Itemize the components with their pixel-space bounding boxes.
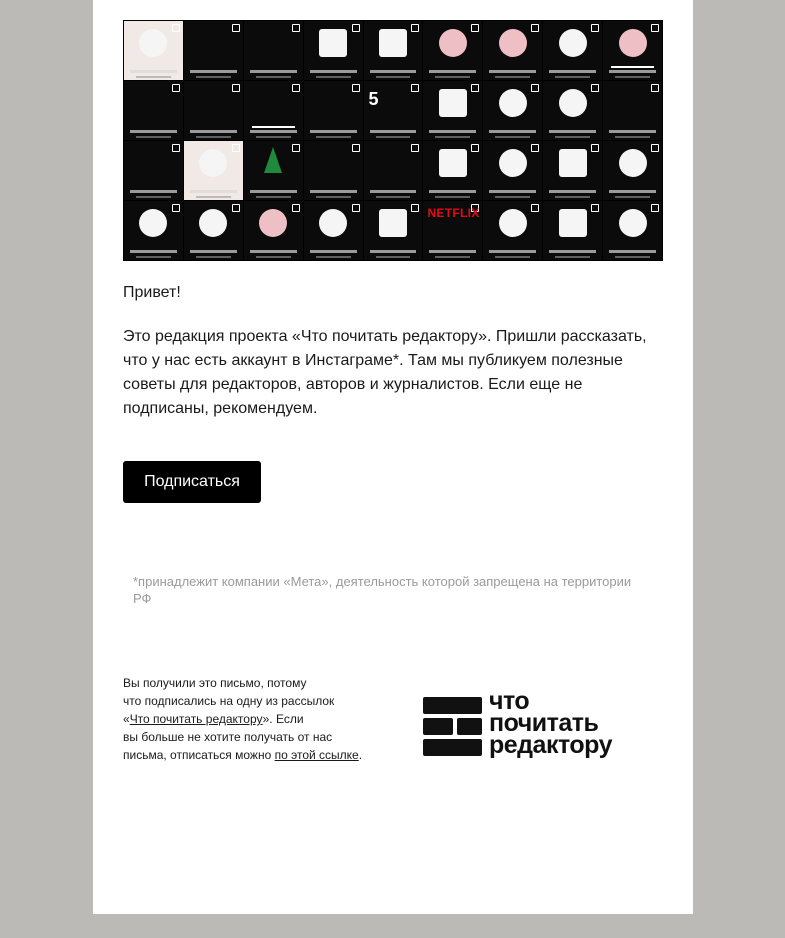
tile-illustration [559,149,587,177]
email-sheet [93,0,693,914]
preview-tile[interactable] [184,141,243,200]
preview-tile[interactable] [603,81,662,140]
tile-illustration [259,209,287,237]
preview-tile[interactable] [483,21,542,80]
tile-caption-line [316,196,351,198]
tile-caption-line [549,70,596,73]
preview-tile[interactable] [423,141,482,200]
tile-illustration [439,149,467,177]
tile-caption-line [549,130,596,133]
tile-caption-line [196,196,231,198]
tile-caption-line [376,76,411,78]
tile-caption-line [555,256,590,258]
preview-tile[interactable] [124,201,183,260]
tile-illustration [619,29,647,57]
multi-post-icon [591,84,599,92]
preview-tile[interactable] [304,201,363,260]
tile-caption-line [549,250,596,253]
multi-post-icon [292,24,300,32]
footer-text: ». Если [262,712,304,726]
tile-caption-line [250,250,297,253]
tile-illustration [499,89,527,117]
tile-caption-line [316,136,351,138]
preview-tile[interactable] [543,21,602,80]
tile-caption-line [136,256,171,258]
multi-post-icon [531,144,539,152]
preview-tile[interactable] [304,141,363,200]
tile-illustration [199,209,227,237]
multi-post-icon [232,84,240,92]
tile-caption-line [555,136,590,138]
tile-caption-line [615,76,650,78]
tile-illustration [559,89,587,117]
multi-post-icon [172,24,180,32]
tile-caption-line [615,136,650,138]
tile-caption-line [489,250,536,253]
tile-caption-line [256,256,291,258]
multi-post-icon [292,204,300,212]
tile-caption-line [250,130,297,133]
tile-caption-line [136,76,171,78]
tile-illustration [499,209,527,237]
tile-caption-line [256,76,291,78]
tile-caption-line [310,70,357,73]
tile-caption-line [376,256,411,258]
tile-caption-line [429,70,476,73]
newsletter-link[interactable]: Что почитать редактору [129,712,263,726]
footer-text: . [358,748,363,762]
tile-caption-line [190,250,237,253]
tile-caption-line [429,130,476,133]
tile-illustration [619,149,647,177]
tile-caption-line [555,196,590,198]
logo-line: почитать [489,709,599,737]
preview-tile[interactable] [543,141,602,200]
tile-caption-line [609,130,656,133]
tile-illustration [199,149,227,177]
multi-post-icon [292,144,300,152]
preview-tile[interactable] [244,141,303,200]
preview-tile[interactable] [483,141,542,200]
tile-caption-line [615,256,650,258]
tile-illustration [619,209,647,237]
tile-illustration [439,89,467,117]
tile-caption-line [370,250,417,253]
instagram-preview-grid[interactable] [123,20,663,261]
tile-caption-line [495,256,530,258]
tile-illustration [499,149,527,177]
footer-disclaimer [123,674,383,764]
tile-caption-line [310,250,357,253]
tile-caption-line [256,196,291,198]
tile-illustration [319,29,347,57]
multi-post-icon [352,84,360,92]
tile-caption-line [250,70,297,73]
multi-post-icon [352,24,360,32]
preview-tile[interactable] [124,21,183,80]
multi-post-icon [172,84,180,92]
tile-caption-line [316,76,351,78]
preview-tile[interactable] [364,141,423,200]
tile-illustration [379,209,407,237]
multi-post-icon [591,144,599,152]
tile-caption-line [435,136,470,138]
footer-line: Вы получили это письмо, потому [123,676,307,690]
multi-post-icon [471,24,479,32]
tile-caption-line [190,130,237,133]
tile-caption-line [130,70,177,73]
preview-tile[interactable] [304,21,363,80]
christmas-tree-icon [264,147,282,173]
footer-text: « [123,712,130,726]
greeting: Привет! [123,284,181,301]
preview-tile[interactable] [483,81,542,140]
preview-tile[interactable] [423,81,482,140]
preview-tile[interactable] [184,81,243,140]
tile-caption-line [370,130,417,133]
tile-caption-line [489,190,536,193]
tile-caption-line [435,76,470,78]
subscribe-button[interactable]: Подписаться [123,461,261,503]
tile-caption-line [130,190,177,193]
logo-bars-icon [423,697,482,760]
tile-caption-line [190,190,237,193]
multi-post-icon [411,84,419,92]
tile-caption-line [370,70,417,73]
tile-caption-line [429,190,476,193]
multi-post-icon [651,24,659,32]
tile-caption-line [196,136,231,138]
footer-text: письма, отписаться можно [123,748,275,762]
footer-line: вы больше не хотите получать от нас [123,730,333,744]
footer-line [123,746,383,764]
tile-caption-line [196,76,231,78]
tile-caption-line [130,130,177,133]
intro-text: Это редакция проекта «Что почитать редактору». Пришли рассказать, что у нас есть аккаунт в Инстаграме*. Там мы публикуем полезные советы для редакторов, авторов и журналистов. Если еще не подписаны, рекомендуем. [123,328,647,417]
tile-caption-line [609,70,656,73]
tile-caption-line [370,190,417,193]
tile-caption-line [136,196,171,198]
preview-tile[interactable] [244,81,303,140]
brand-logo[interactable] [423,687,663,762]
footer-line [123,710,383,728]
preview-tile[interactable] [603,141,662,200]
multi-post-icon [651,84,659,92]
unsubscribe-link[interactable]: по этой ссылке [274,748,359,762]
multi-post-icon [172,144,180,152]
multi-post-icon [232,204,240,212]
multi-post-icon [232,24,240,32]
preview-tile[interactable] [124,81,183,140]
multi-post-icon [411,144,419,152]
preview-tile[interactable] [184,21,243,80]
multi-post-icon [531,24,539,32]
tile-caption-line [429,250,476,253]
preview-tile[interactable] [543,201,602,260]
multi-post-icon [232,144,240,152]
footer-line: что подписались на одну из рассылок [123,694,335,708]
tile-caption-line [310,190,357,193]
tile-illustration [319,209,347,237]
preview-tile[interactable] [603,201,662,260]
tile-caption-line [615,196,650,198]
tile-caption-line [435,196,470,198]
tile-caption-line [250,190,297,193]
tile-caption-line [495,196,530,198]
tile-caption-line [196,256,231,258]
preview-tile[interactable] [364,201,423,260]
tile-caption-line [190,70,237,73]
logo-line: что [489,687,530,715]
tile-caption-line [435,256,470,258]
preview-tile[interactable] [483,201,542,260]
tile-logo-text: NETFLIX [427,206,480,220]
multi-post-icon [591,24,599,32]
multi-post-icon [352,204,360,212]
preview-tile[interactable] [423,201,482,260]
preview-tile[interactable] [603,21,662,80]
multi-post-icon [531,204,539,212]
tile-illustration [139,29,167,57]
tile-caption-line [489,70,536,73]
tile-caption-line [609,250,656,253]
tile-illustration [139,209,167,237]
tile-caption-line [376,136,411,138]
logo-wordmark [489,687,612,759]
multi-post-icon [292,84,300,92]
multi-post-icon [531,84,539,92]
tile-caption-line [316,256,351,258]
tile-caption-line [555,76,590,78]
multi-post-icon [352,144,360,152]
tile-caption-line [130,250,177,253]
tile-illustration [439,29,467,57]
preview-tile[interactable] [244,21,303,80]
multi-post-icon [471,84,479,92]
tile-caption-line [549,190,596,193]
tile-caption-line [310,130,357,133]
multi-post-icon [591,204,599,212]
preview-tile[interactable] [364,21,423,80]
multi-post-icon [172,204,180,212]
tile-illustration [559,209,587,237]
tile-illustration [499,29,527,57]
preview-tile[interactable] [304,81,363,140]
footnote: *принадлежит компании «Мета», деятельность которой запрещена на территории РФ [133,574,632,606]
tile-illustration [379,29,407,57]
preview-tile[interactable] [124,141,183,200]
tile-caption-line [489,130,536,133]
preview-tile[interactable] [244,201,303,260]
tile-caption-line [376,196,411,198]
arrow-icon [252,126,295,128]
logo-line: редактору [489,731,612,759]
arrow-icon [611,66,654,68]
preview-tile[interactable] [364,81,423,140]
tile-caption-line [495,76,530,78]
preview-tile[interactable] [543,81,602,140]
multi-post-icon [411,204,419,212]
multi-post-icon [471,144,479,152]
preview-tile[interactable] [423,21,482,80]
tile-caption-line [256,136,291,138]
preview-tile[interactable] [184,201,243,260]
tile-illustration [559,29,587,57]
tile-caption-line [495,136,530,138]
tile-caption-line [136,136,171,138]
tile-number: 5 [368,89,379,109]
tile-caption-line [609,190,656,193]
multi-post-icon [411,24,419,32]
multi-post-icon [651,144,659,152]
multi-post-icon [651,204,659,212]
